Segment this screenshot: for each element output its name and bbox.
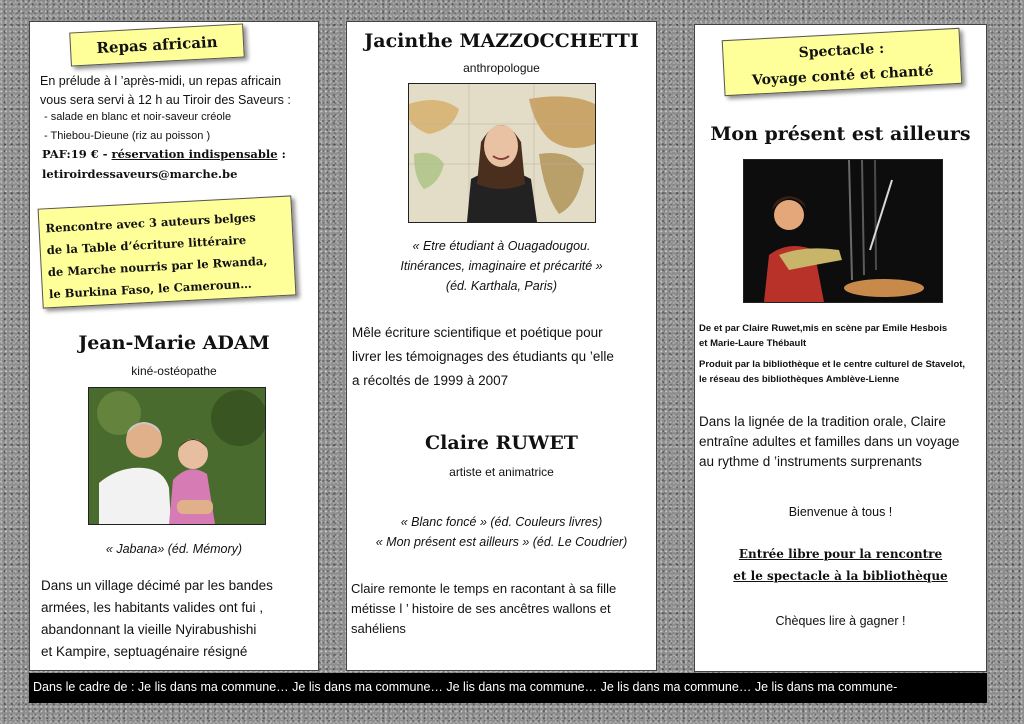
show-title: Mon présent est ailleurs [710,123,971,145]
book1-line: Itinérances, imaginaire et précarité » [400,259,603,273]
author-name-mazzocchetti: Jacinthe MAZZOCCHETTI [364,30,639,52]
reservation-label: réservation indispensable [111,147,278,161]
show-desc-line: Dans la lignée de la tradition orale, Claire [699,414,946,429]
menu-list [44,108,314,146]
paf-price: PAF:19 € - [42,147,112,161]
free-entry [695,543,986,587]
show-desc-line: entraîne adultes et familles dans un voyage [699,434,960,449]
rencontre-line: Rencontre avec 3 auteurs belges [45,210,257,236]
show-desc-line: au rythme d ’instruments surprenants [699,454,922,469]
author-role-mazzocchetti: anthropologue [463,61,540,75]
welcome-text: Bienvenue à tous ! [788,505,893,519]
cheques-text: Chèques lire à gagner ! [775,614,906,628]
ruwet-description [351,579,653,639]
menu-item: - Thiebou-Dieune (riz au poisson ) [44,130,211,142]
repas-intro-line: En prélude à l ’après-midi, un repas africain [40,74,282,88]
mazzocchetti-photo [408,83,596,223]
adam-desc-line: abandonnant la vieille Nyirabushishi [41,622,257,637]
book1-line: (éd. Karthala, Paris) [445,279,558,293]
footer-banner: Dans le cadre de : Je lis dans ma commune… Je lis dans ma commune… Je lis dans ma commune… Je lis dans ma commune… Je lis dans ma commune- [29,673,987,703]
adam-desc-line: Dans un village décimé par les bandes [41,578,273,593]
mazzocchetti-description [352,321,652,393]
repas-africain-note [69,23,245,66]
rencontre-line: de la Table d’écriture littéraire [46,232,247,258]
author-name-adam: Jean-Marie ADAM [78,332,270,354]
author-name-ruwet: Claire RUWET [425,432,578,454]
repas-intro-line: vous sera servi à 12 h au Tiroir des Saveurs : [40,93,291,107]
produced-by [699,357,987,387]
author-role-ruwet: artiste et animatrice [449,465,554,479]
ruwet-desc-line: métisse l ’ histoire de ses ancêtres wallons et [351,601,611,616]
entry-line: Entrée libre pour la rencontre [738,547,943,561]
credits [699,321,987,351]
mazzocchetti-photo-image [409,84,595,222]
credits-line: et Marie-Laure Thébault [699,338,807,349]
spectacle-note [722,28,963,96]
adam-photo [88,387,266,525]
menu-item: - salade en blanc et noir-saveur créole [44,111,232,123]
rencontre-note [38,195,297,308]
ruwet-desc-line: sahéliens [351,621,406,636]
middle-panel [346,21,657,671]
claire-show-photo [743,159,943,303]
mazzo-desc-line: a récoltés de 1999 à 2007 [352,373,509,388]
book2-line: « Blanc foncé » (éd. Couleurs livres) [400,515,603,529]
produced-line: Produit par la bibliothèque et le centre culturel de Stavelot, [699,359,966,370]
paf-block [42,144,318,184]
ruwet-books [347,512,656,552]
entry-line: et le spectacle à la bibliothèque [733,569,948,583]
book-ouagadougou [347,236,656,296]
adam-description [41,575,317,663]
book-jabana: « Jabana» (éd. Mémory) [105,542,243,556]
ruwet-desc-line: Claire remonte le temps en racontant à sa fille [351,581,617,596]
mazzo-desc-line: Mêle écriture scientifique et poétique pour [352,325,603,340]
paf-line [42,144,318,164]
left-panel [29,21,319,671]
credits-line: De et par Claire Ruwet,mis en scène par Emile Hesbois [699,323,948,334]
repas-title: Repas africain [96,32,218,58]
claire-show-photo-image [744,160,942,302]
paf-colon: : [277,147,286,161]
show-description [699,412,985,472]
rencontre-line: le Burkina Faso, le Cameroun… [48,276,252,302]
book1-line: « Etre étudiant à Ouagadougou. [412,239,591,253]
spectacle-line: Voyage conté et chanté [751,63,934,89]
mazzo-desc-line: livrer les témoignages des étudiants qu ’elle [352,349,614,364]
repas-intro [40,72,318,110]
adam-desc-line: et Kampire, septuagénaire résigné [41,644,248,659]
rencontre-line: de Marche nourris par le Rwanda, [47,253,268,280]
adam-desc-line: armées, les habitants valides ont fui , [41,600,264,615]
email-address[interactable]: letiroirdessaveurs@marche.be [42,167,238,181]
spectacle-line: Spectacle : [798,40,885,62]
produced-line: le réseau des bibliothèques Amblève-Lienne [699,374,900,385]
book2-line: « Mon présent est ailleurs » (éd. Le Coudrier) [375,535,628,549]
right-panel [694,24,987,672]
adam-photo-image [89,388,265,524]
author-role-adam: kiné-ostéopathe [131,364,217,378]
